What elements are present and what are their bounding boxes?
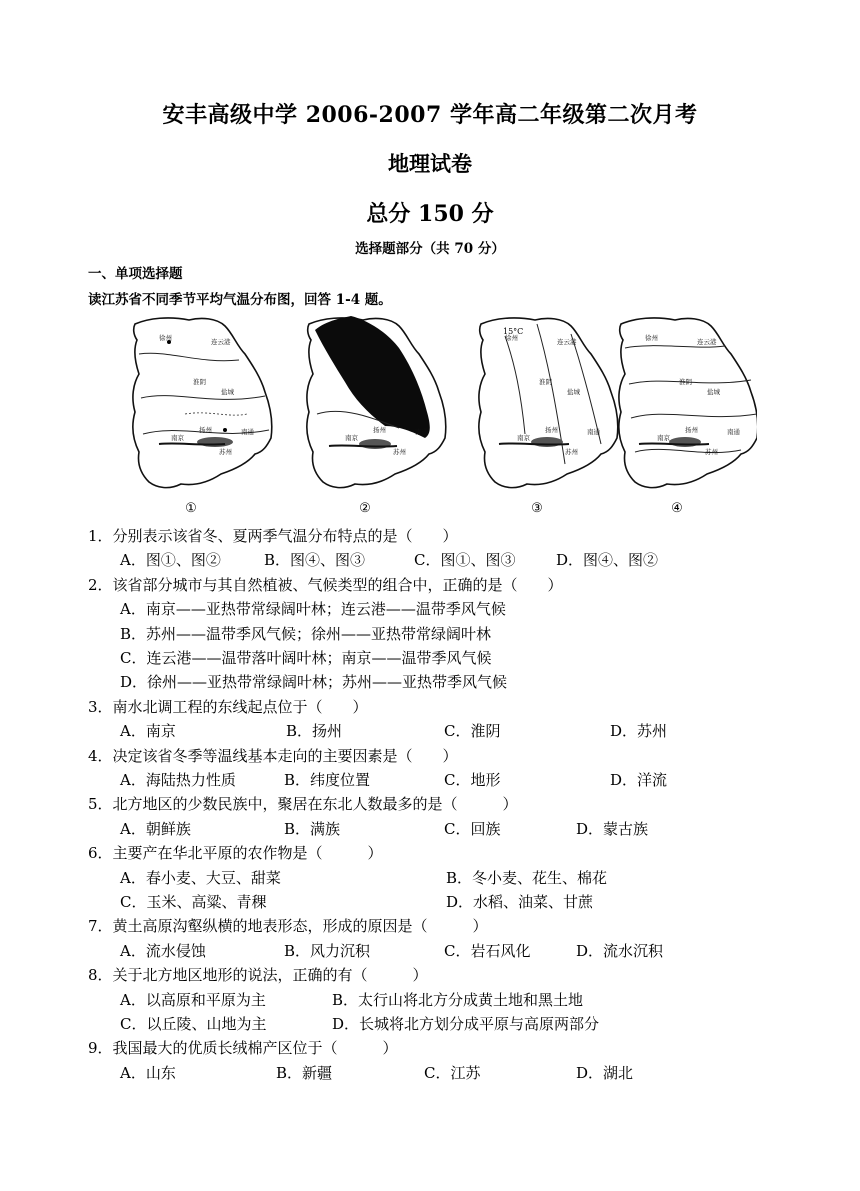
- option-c: C．回族: [444, 819, 501, 838]
- city-label: 南京: [171, 434, 184, 442]
- question-stem: 1．分别表示该省冬、夏两季气温分布特点的是（ ）: [88, 527, 458, 545]
- option-a: A．南京——亚热带常绿阔叶林；连云港——温带季风气候: [120, 600, 506, 619]
- option-d: D．苏州: [610, 722, 668, 741]
- city-label: 扬州: [199, 426, 212, 434]
- option-d: D．图④、图②: [556, 551, 659, 570]
- subject-title: 地理试卷: [388, 151, 472, 176]
- option-a: A．图①、图②: [120, 551, 221, 570]
- option-c: C．淮阴: [444, 722, 501, 741]
- map-panel-1: [133, 318, 272, 516]
- city-label: 苏州: [219, 448, 232, 456]
- city-label: 扬州: [545, 426, 558, 434]
- city-label: 苏州: [393, 448, 406, 456]
- option-b: B．纬度位置: [284, 771, 371, 790]
- question-stem: 2．该省部分城市与其自然植被、气候类型的组合中，正确的是（ ）: [88, 575, 563, 594]
- option-a: A．南京: [120, 722, 176, 741]
- total-score: 总分 150 分: [366, 201, 494, 227]
- option-d: D．洋流: [610, 771, 668, 790]
- question-stem: 5．北方地区的少数民族中，聚居在东北人数最多的是（ ）: [88, 795, 518, 814]
- option-d: D．徐州——亚热带常绿阔叶林；苏州——亚热带季风气候: [120, 673, 508, 692]
- option-b: B．图④、图③: [264, 551, 366, 570]
- city-label: 南通: [587, 428, 600, 436]
- question-3: [88, 695, 788, 744]
- question-stem: 3．南水北调工程的东线起点位于（ ）: [88, 697, 368, 716]
- option-b: B．苏州——温带季风气候；徐州——亚热带常绿阔叶林: [120, 624, 492, 643]
- option-a: A．以高原和平原为主: [120, 990, 266, 1009]
- city-label: 南通: [241, 428, 254, 436]
- question-5: [88, 792, 788, 841]
- isotherm-label: 15°C: [503, 327, 524, 336]
- city-label: 南通: [727, 428, 740, 436]
- city-label: 徐州: [159, 334, 172, 342]
- option-d: D．湖北: [576, 1063, 634, 1082]
- option-d: D．流水沉积: [576, 941, 664, 960]
- city-label: 盐城: [567, 388, 580, 396]
- question-stem: 8．关于北方地区地形的说法，正确的有（ ）: [88, 966, 428, 985]
- question-stem: 7．黄土高原沟壑纵横的地表形态，形成的原因是（ ）: [88, 917, 488, 936]
- option-c: C．图①、图③: [414, 551, 516, 570]
- option-c: C．连云港——温带落叶阔叶林；南京——温带季风气候: [120, 649, 492, 668]
- question-list: [88, 524, 788, 1085]
- city-label: 淮阴: [679, 378, 692, 386]
- panel-number-2: ②: [359, 501, 371, 516]
- option-b: B．太行山将北方分成黄土地和黑土地: [332, 990, 584, 1009]
- question-stem: 6．主要产在华北平原的农作物是（ ）: [88, 844, 383, 863]
- question-2: [88, 573, 788, 695]
- panel-number-3: ③: [531, 501, 543, 516]
- panel-number-1: ①: [185, 501, 197, 516]
- city-label: 盐城: [707, 388, 720, 396]
- option-a: A．海陆热力性质: [120, 771, 236, 790]
- option-d: D．蒙古族: [576, 819, 649, 838]
- jiangsu-temperature-maps: [123, 310, 757, 525]
- city-label: 苏州: [565, 448, 578, 456]
- option-c: C．地形: [444, 771, 501, 790]
- question-1: [88, 524, 788, 573]
- question-6: [88, 841, 788, 914]
- option-d: D．水稻、油菜、甘蔗: [446, 893, 594, 912]
- option-a: A．春小麦、大豆、甜菜: [120, 868, 281, 887]
- city-label: 连云港: [557, 338, 577, 346]
- question-8: [88, 963, 788, 1036]
- option-b: B．满族: [284, 819, 341, 838]
- question-4: [88, 744, 788, 793]
- option-b: B．扬州: [286, 722, 343, 741]
- option-a: A．朝鲜族: [120, 819, 191, 838]
- option-b: B．风力沉积: [284, 941, 371, 960]
- option-c: C．岩石风化: [444, 941, 531, 960]
- city-label: 扬州: [373, 426, 386, 434]
- question-9: [88, 1036, 788, 1085]
- option-b: B．冬小麦、花生、棉花: [446, 868, 608, 887]
- option-c: C．以丘陵、山地为主: [120, 1015, 267, 1033]
- city-label: 苏州: [705, 448, 718, 456]
- option-c: C．玉米、高粱、青稞: [120, 893, 267, 912]
- question-stem: 9．我国最大的优质长绒棉产区位于（ ）: [88, 1039, 398, 1058]
- option-a: A．山东: [120, 1063, 176, 1082]
- city-label: 徐州: [645, 334, 658, 342]
- exam-title: 安丰高级中学 2006-2007 学年高二年级第二次月考: [162, 102, 698, 128]
- city-label: 淮阴: [193, 378, 206, 386]
- section-heading: 选择题部分（共 70 分）: [355, 241, 505, 257]
- map-panel-3: [479, 318, 618, 516]
- city-label: 南京: [657, 434, 670, 442]
- panel-number-4: ④: [671, 501, 683, 516]
- option-b: B．新疆: [276, 1063, 333, 1082]
- city-label: 淮阴: [539, 378, 552, 386]
- question-stem: 4．决定该省冬季等温线基本走向的主要因素是（ ）: [88, 746, 458, 765]
- question-7: [88, 914, 788, 963]
- city-label: 连云港: [211, 338, 231, 346]
- city-label: 南通: [415, 428, 428, 436]
- option-d: D．长城将北方划分成平原与高原两部分: [332, 1015, 600, 1033]
- map-panel-2: [307, 316, 446, 516]
- city-label: 南京: [345, 434, 358, 442]
- part-heading: 一、单项选择题: [88, 266, 183, 282]
- question-intro: 读江苏省不同季节平均气温分布图，回答 1-4 题。: [88, 292, 392, 308]
- city-label: 南京: [517, 434, 530, 442]
- map-panel-4: [619, 318, 757, 516]
- option-a: A．流水侵蚀: [120, 941, 206, 960]
- city-label: 连云港: [697, 338, 717, 346]
- city-label: 盐城: [221, 388, 234, 396]
- option-c: C．江苏: [424, 1063, 481, 1082]
- city-label: 扬州: [685, 426, 698, 434]
- city-label: 徐州: [505, 334, 518, 342]
